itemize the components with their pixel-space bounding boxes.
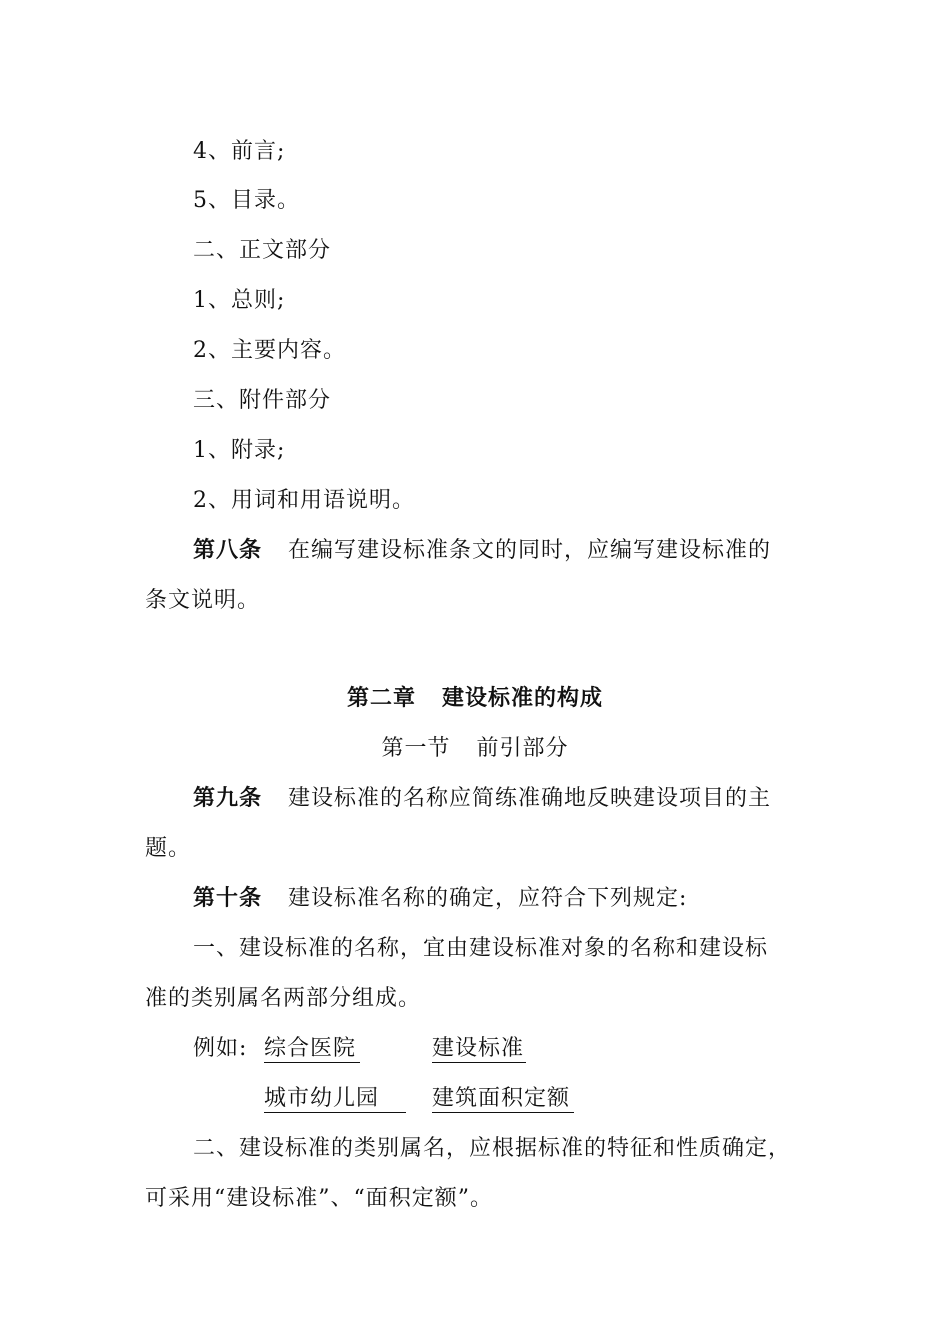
article-9-line-1 bbox=[193, 784, 771, 814]
chapter-title: 建设标准的构成 bbox=[442, 686, 604, 711]
article-text: 在编写建设标准条文的同时，应编写建设标准的 bbox=[288, 538, 772, 563]
example-2-object bbox=[264, 1084, 406, 1114]
section-title bbox=[0, 734, 950, 764]
article-number: 第八条 bbox=[193, 538, 263, 563]
list-item: 1、总则; bbox=[193, 288, 286, 313]
section-name: 前引部分 bbox=[476, 736, 569, 761]
example-1-category-text: 建设标准 bbox=[432, 1036, 525, 1061]
article-8-line-1 bbox=[193, 536, 771, 566]
example-label: 例如: bbox=[193, 1036, 248, 1061]
example-1-object bbox=[264, 1034, 360, 1064]
article-text: 建设标准的名称应简练准确地反映建设项目的主 bbox=[288, 786, 772, 811]
article-text: 建设标准名称的确定，应符合下列规定: bbox=[288, 886, 688, 911]
article-10-item-2b: 可采用“建设标准”、“面积定额”。 bbox=[145, 1186, 493, 1211]
article-number: 第十条 bbox=[193, 886, 263, 911]
section-heading: 三、附件部分 bbox=[193, 388, 332, 413]
article-10-item-2a: 二、建设标准的类别属名，应根据标准的特征和性质确定， bbox=[193, 1136, 792, 1161]
chapter-heading bbox=[0, 684, 950, 714]
list-item: 1、附录; bbox=[193, 438, 286, 463]
article-10-line-1 bbox=[193, 884, 687, 914]
article-8-line-2: 条文说明。 bbox=[145, 588, 261, 613]
list-item: 5、目录。 bbox=[193, 188, 300, 213]
list-item: 4、前言; bbox=[193, 139, 286, 164]
section-heading: 二、正文部分 bbox=[193, 238, 332, 263]
section-number: 第一节 bbox=[381, 736, 451, 761]
list-item: 2、用词和用语说明。 bbox=[193, 488, 415, 513]
example-1-category bbox=[432, 1034, 526, 1064]
example-2-category bbox=[432, 1084, 574, 1114]
list-item: 2、主要内容。 bbox=[193, 338, 346, 363]
article-number: 第九条 bbox=[193, 786, 263, 811]
example-1-object-text: 综合医院 bbox=[264, 1036, 360, 1063]
chapter-number: 第二章 bbox=[346, 686, 416, 711]
article-10-item-1b: 准的类别属名两部分组成。 bbox=[145, 986, 422, 1011]
example-2-object-text: 城市幼儿园 bbox=[264, 1086, 406, 1113]
article-9-line-2: 题。 bbox=[145, 836, 192, 861]
article-10-item-1a: 一、建设标准的名称，宜由建设标准对象的名称和建设标 bbox=[193, 936, 769, 961]
example-2-category-text: 建筑面积定额 bbox=[432, 1086, 574, 1113]
